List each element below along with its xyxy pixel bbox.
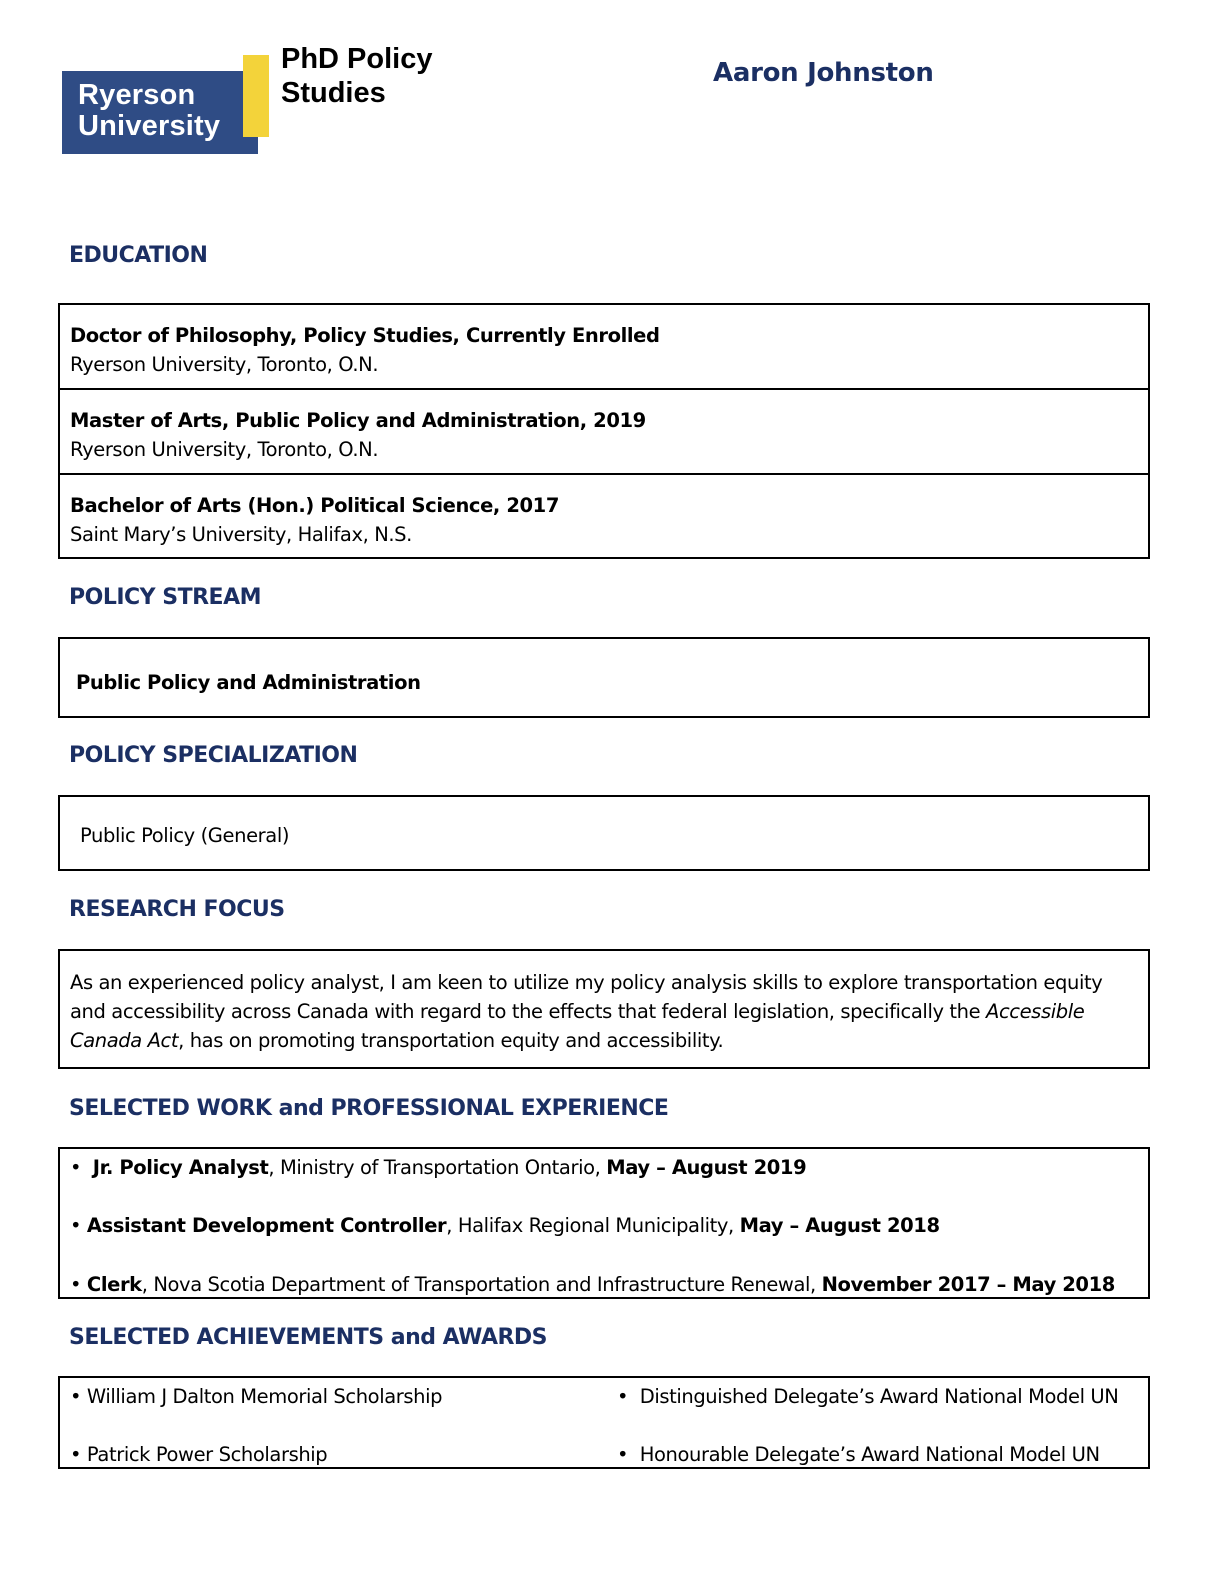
award-item <box>617 1382 1119 1411</box>
policy-stream-value: Public Policy and Administration <box>76 671 421 694</box>
organization: , Nova Scotia Department of Transportation and Infrastructure Renewal, <box>141 1273 822 1296</box>
person-name: Aaron Johnston <box>713 58 934 88</box>
institution: Ryerson University, Toronto, O.N. <box>70 353 379 376</box>
experience-item <box>70 1211 940 1240</box>
bullet-icon: • <box>617 1385 629 1408</box>
research-focus-box <box>58 949 1150 1069</box>
logo-line-1: Ryerson <box>78 79 196 111</box>
university-logo-text <box>78 80 220 142</box>
dates: November 2017 – May 2018 <box>821 1273 1115 1296</box>
policy-stream-box <box>58 637 1150 718</box>
research-focus-heading: RESEARCH FOCUS <box>69 897 285 922</box>
award-item <box>70 1440 327 1469</box>
program-title <box>281 42 433 110</box>
policy-specialization-heading: POLICY SPECIALIZATION <box>69 743 358 768</box>
education-heading: EDUCATION <box>69 243 208 268</box>
bullet-icon: • <box>70 1443 82 1466</box>
degree: Doctor of Philosophy, Policy Studies, Currently Enrolled <box>70 324 660 347</box>
education-entry <box>60 475 1148 560</box>
program-title-line-1: PhD Policy <box>281 43 433 75</box>
award-name: William J Dalton Memorial Scholarship <box>86 1385 443 1408</box>
bullet-icon: • <box>70 1385 82 1408</box>
awards-heading: SELECTED ACHIEVEMENTS and AWARDS <box>69 1325 548 1350</box>
award-name: Honourable Delegate’s Award National Model UN <box>639 1443 1100 1466</box>
awards-box <box>58 1376 1150 1469</box>
experience-item <box>70 1270 1115 1299</box>
research-focus-text <box>60 951 1148 1055</box>
degree: Master of Arts, Public Policy and Administration, 2019 <box>70 409 646 432</box>
logo-accent-bar <box>243 55 269 137</box>
job-title: Clerk <box>86 1273 142 1296</box>
policy-stream-heading: POLICY STREAM <box>69 585 262 610</box>
bullet-icon: • <box>617 1443 629 1466</box>
act-name: Accessible Canada Act <box>70 1000 1085 1052</box>
program-title-line-2: Studies <box>281 77 386 109</box>
institution: Ryerson University, Toronto, O.N. <box>70 438 379 461</box>
job-title: Jr. Policy Analyst <box>92 1156 269 1179</box>
award-name: Distinguished Delegate’s Award National Model UN <box>639 1385 1119 1408</box>
organization: , Ministry of Transportation Ontario, <box>268 1156 607 1179</box>
bullet-icon: • <box>70 1273 82 1296</box>
institution: Saint Mary’s University, Halifax, N.S. <box>70 523 412 546</box>
education-table <box>58 303 1150 559</box>
degree: Bachelor of Arts (Hon.) Political Science, 2017 <box>70 494 559 517</box>
experience-box <box>58 1147 1150 1299</box>
experience-item <box>70 1153 806 1182</box>
education-entry <box>60 305 1148 390</box>
award-item <box>70 1382 442 1411</box>
policy-specialization-value: Public Policy (General) <box>80 824 290 847</box>
dates: May – August 2019 <box>606 1156 807 1179</box>
job-title: Assistant Development Controller <box>86 1214 447 1237</box>
logo-line-2: University <box>78 110 221 142</box>
award-item <box>617 1440 1100 1469</box>
organization: , Halifax Regional Municipality, <box>446 1214 740 1237</box>
policy-specialization-box <box>58 795 1150 871</box>
education-entry <box>60 390 1148 475</box>
research-text-part: , has on promoting transportation equity and accessibility. <box>178 1029 724 1052</box>
bullet-icon: • <box>70 1214 82 1237</box>
dates: May – August 2018 <box>739 1214 940 1237</box>
award-name: Patrick Power Scholarship <box>86 1443 328 1466</box>
bullet-icon: • <box>70 1156 82 1179</box>
experience-heading: SELECTED WORK and PROFESSIONAL EXPERIENCE <box>69 1096 669 1121</box>
research-text-part: As an experienced policy analyst, I am keen to utilize my policy analysis skills to explore transportation equity and accessibility across Canada with regard to the effects that federal legislation, specifically the <box>70 971 1103 1023</box>
